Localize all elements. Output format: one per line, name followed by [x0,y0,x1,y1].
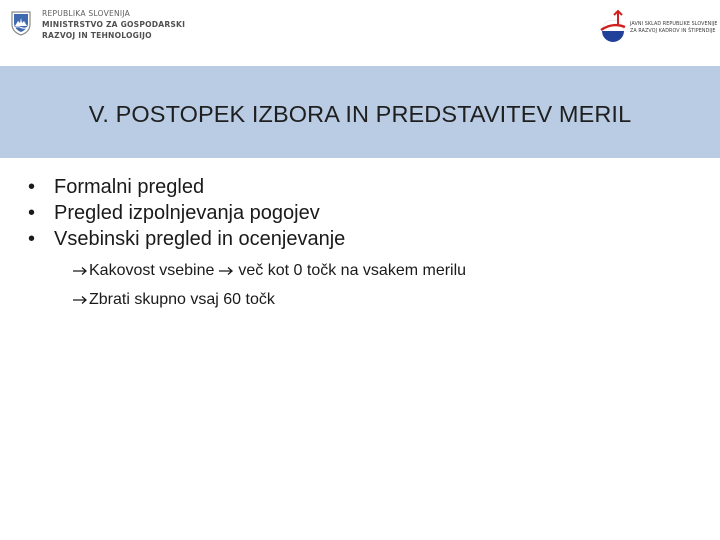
bullet-text: Pregled izpolnjevanja pogojev [54,202,320,224]
sub-bullet-item [72,256,708,285]
bullet-list [28,174,708,252]
arrow-right-icon [72,295,88,305]
bullet-item [28,174,708,200]
bullet-dot: • [28,228,36,250]
sub-bullet-text: Kakovost vsebine [89,262,215,279]
arrow-right-icon [218,266,234,276]
agency-line: ZA RAZVOJ KADROV IN ŠTIPENDIJE [630,29,716,34]
header [0,0,720,66]
coat-of-arms-icon [10,10,32,36]
agency-logo [598,8,718,44]
ministry-line: RAZVOJ IN TEHNOLOGIJO [42,31,152,40]
ministry-logo [10,8,185,41]
bullet-dot: • [28,176,36,198]
title-band [0,66,720,158]
sub-bullet-item [72,285,708,314]
agency-line: JAVNI SKLAD REPUBLIKE SLOVENIJE [630,22,718,27]
ministry-line: REPUBLIKA SLOVENIJA [42,9,130,18]
arrow-right-icon [72,266,88,276]
slide-title: V. POSTOPEK IZBORA IN PREDSTAVITEV MERIL [88,100,632,127]
ministry-name [42,8,185,41]
slide-content [28,174,708,314]
sub-bullet-list [28,256,708,314]
bullet-item [28,200,708,226]
bullet-item [28,226,708,252]
sub-bullet-text: Zbrati skupno vsaj 60 točk [89,291,275,308]
ministry-line: MINISTRSTVO ZA GOSPODARSKI [42,20,186,29]
agency-name [630,21,718,35]
bullet-text: Formalni pregled [54,176,205,198]
spirit-logo-icon [598,8,628,44]
sub-bullet-text: več kot 0 točk na vsakem merilu [238,262,467,279]
bullet-dot: • [28,202,36,224]
bullet-text: Vsebinski pregled in ocenjevanje [54,228,346,250]
